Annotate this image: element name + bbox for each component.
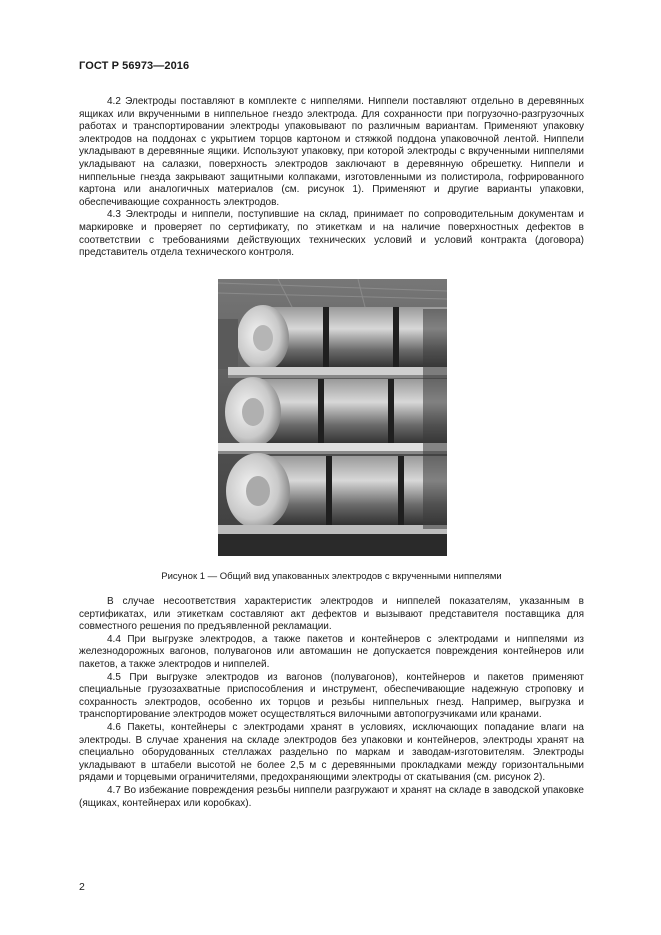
- page-number: 2: [79, 881, 85, 893]
- paragraph-4-2: 4.2 Электроды поставляют в комплекте с ниппелями. Ниппели поставляют отдельно в деревянных ящиках или вкрученными в ниппельное гнездо электрода. Для сохранности при погрузочно-разгрузочных работах и транспортировании электроды упаковывают по различным вариантам. Применяют упаковку электродов на поддонах с укрытием торцов картоном и стяжкой поддона упаковочной лентой. Ниппели укладывают в деревянные ящики. Используют упаковку, при которой электроды с вкрученными ниппелями укладывают на салазки, поверхность электродов заключают в деревянную обрешетку. Ниппели и ниппельные гнезда закрывают защитными колпаками, изготовленными из полистирола, гофрированного картона или аналогичных материалов (см. рисунок 1). Применяют и другие варианты упаковки, обеспечивающие сохранность электродов.: [79, 96, 584, 208]
- paragraph-4-7: 4.7 Во избежание повреждения резьбы ниппели разгружают и хранят на складе в заводской упаковке (ящиках, контейнерах или коробках).: [79, 784, 584, 809]
- figure-1-packed-electrodes-photo: [218, 279, 447, 556]
- figure-1-caption: Рисунок 1 — Общий вид упакованных электродов с вкрученными ниппелями: [161, 571, 502, 582]
- section-4-2-4-3: [79, 96, 584, 260]
- paragraph-4-6: 4.6 Пакеты, контейнеры с электродами хранят в условиях, исключающих попадание влаги на электроды. В случае хранения на складе электродов без упаковки и контейнеров, электроды хранят на специально оборудованных стеллажах раздельно по маркам и заводам-изготовителям. Электроды укладывают в штабели высотой не более 2,5 м с деревянными прокладками между горизонтальными рядами и торцевыми ограничителями, предохраняющими электроды от скатывания (см. рисунок 2).: [79, 721, 584, 784]
- document-code-header: ГОСТ Р 56973—2016: [79, 60, 190, 72]
- paragraph-4-5: 4.5 При выгрузке электродов из вагонов (полувагонов), контейнеров и пакетов применяют специальные грузозахватные приспособления и инструмент, обеспечивающие надежную строповку и сохранность электродов, особенно их торцов и резьбы ниппельных гнезд. Например, выгрузка и транспортирование электродов может осуществляться вилочными автопогрузчиками или кранами.: [79, 671, 584, 721]
- paragraph-4-3: 4.3 Электроды и ниппели, поступившие на склад, принимает по сопроводительным документам и маркировке и проверяет по сертификату, по этикеткам и на наличие поверхностных дефектов в соответствии с требованиями действующих технических условий и условий контракта (договора) представитель отдела технического контроля.: [79, 209, 584, 259]
- paragraph-nonconformity: В случае несоответствия характеристик электродов и ниппелей показателям, указанным в сертификатах, или этикеткам составляют акт дефектов и вызывают представителя поставщика для совместного решения по предъявленной рекламации.: [79, 596, 584, 633]
- section-4-4-4-7: [79, 596, 584, 810]
- paragraph-4-4: 4.4 При выгрузке электродов, а также пакетов и контейнеров с электродами и ниппелями из железнодорожных вагонов, полувагонов или автомашин не допускается повреждения контейнеров или пакетов, а также электродов и ниппелей.: [79, 633, 584, 670]
